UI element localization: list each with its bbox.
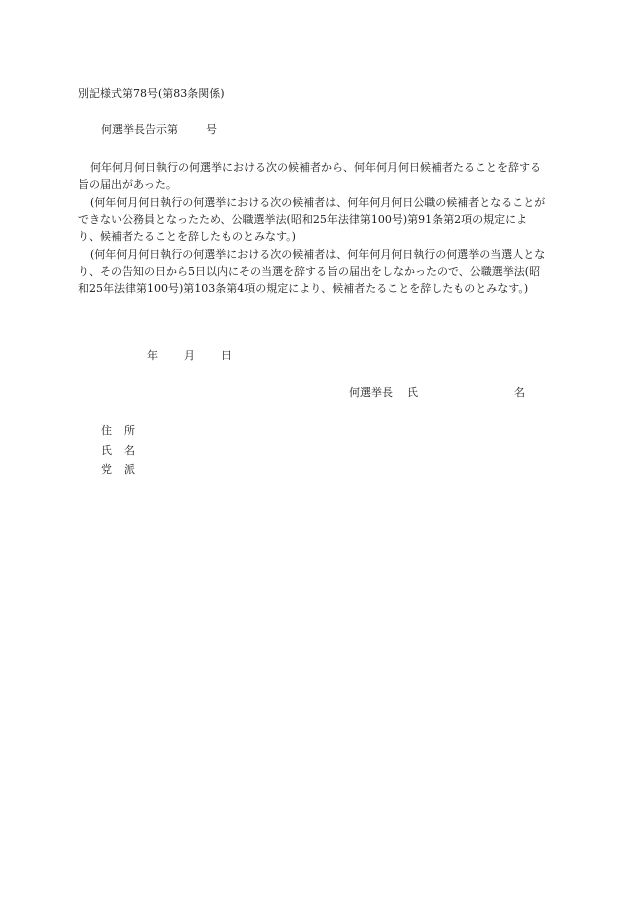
main-paragraph: 何年何月何日執行の何選挙における次の候補者から、何年何月何日候補者たることを辞する旨の届出があった。 — [78, 161, 541, 192]
notice-number-suffix: 号 — [206, 123, 217, 136]
signature-surname: 氏 — [407, 386, 418, 399]
field-label-char: 住 — [101, 424, 112, 437]
date-year-label: 年 — [147, 349, 158, 362]
field-label-char: 党 — [101, 463, 112, 476]
field-label-char: 氏 — [101, 444, 112, 457]
field-label-char: 所 — [124, 424, 135, 437]
date-month-label: 月 — [184, 349, 195, 362]
note-paragraph-2: (何年何月何日執行の何選挙における次の候補者は、何年何月何日執行の何選挙の当選人となり、その告知の日から5日以内にその当選を辞する旨の届出をしなかったので、公職選挙法(昭和25年法律第100号)第103条第4項の規定により、候補者たることを辞したものとみなす。) — [78, 248, 546, 296]
signature-title: 何選挙長 — [349, 386, 393, 399]
field-label-char: 名 — [124, 444, 135, 457]
date-day-label: 日 — [221, 349, 232, 362]
field-label-char: 派 — [124, 463, 135, 476]
notice-number-prefix: 何選挙長告示第 — [101, 123, 178, 136]
form-header: 別記様式第78号(第83条関係) — [78, 87, 225, 100]
signature-given-name: 名 — [514, 386, 525, 399]
note-paragraph-1: (何年何月何日執行の何選挙における次の候補者は、何年何月何日公職の候補者となることができない公務員となったため、公職選挙法(昭和25年法律第100号)第91条第2項の規定により、候補者たることを辞したものとみなす。) — [78, 196, 546, 244]
